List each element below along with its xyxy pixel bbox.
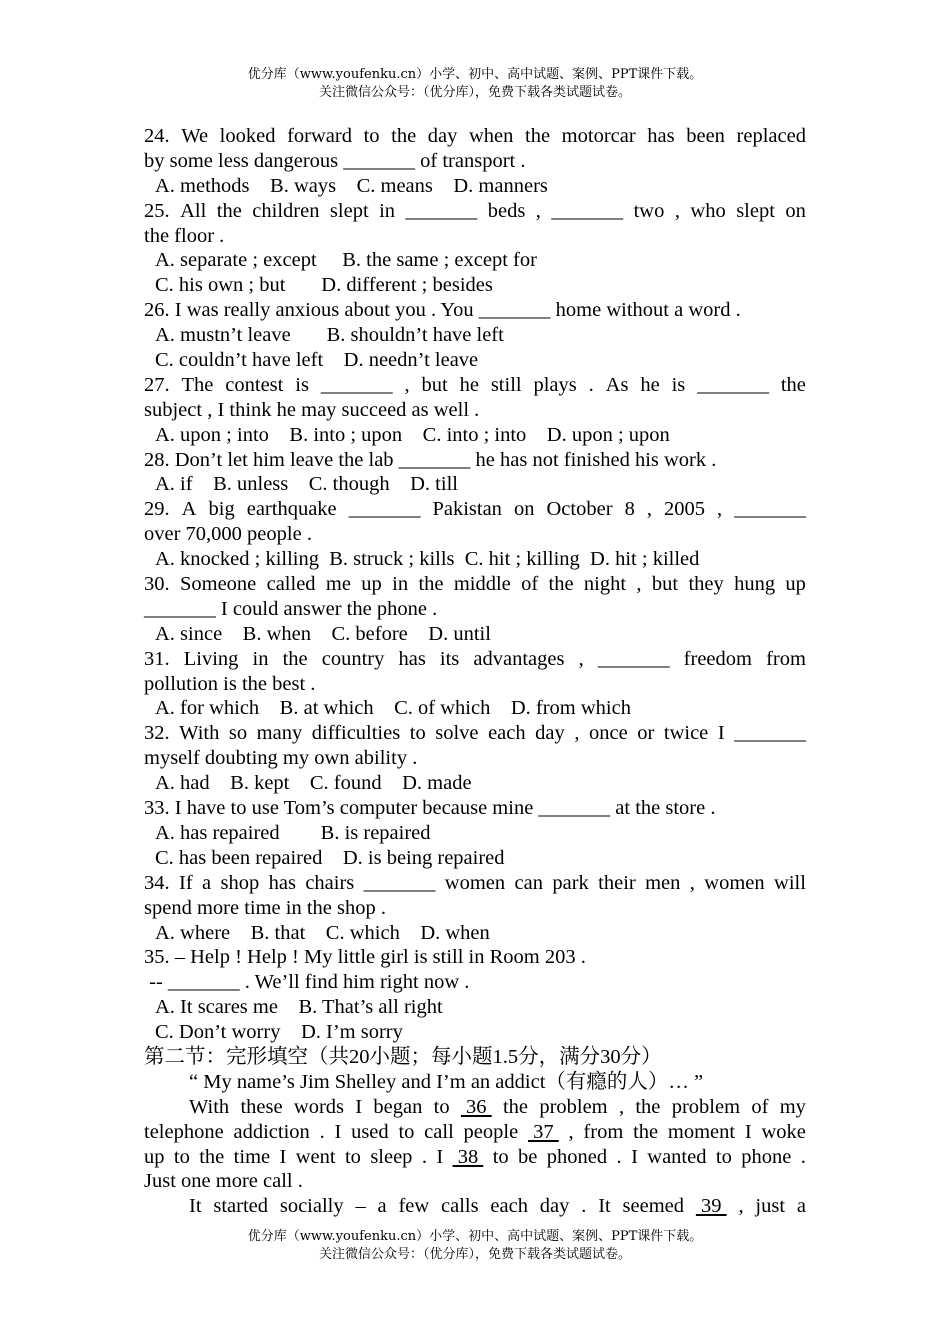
word: , (574, 722, 580, 745)
word: 8 (624, 498, 635, 521)
word: to (715, 1145, 732, 1168)
word: 25. (144, 199, 170, 222)
word: plays (533, 373, 577, 396)
word: , (738, 1195, 744, 1218)
q26-options-cd: C. couldn’t have left D. needn’t leave (155, 349, 479, 372)
word: started (213, 1195, 269, 1218)
passage-p1-line-1 (144, 1095, 806, 1120)
word: replaced (736, 125, 806, 147)
word: _______ (734, 722, 806, 745)
q25-options-ab: A. separate ; except B. the same ; except for (155, 249, 537, 272)
word: chairs (305, 871, 355, 894)
word: words (293, 1095, 344, 1118)
exam-content (144, 124, 806, 1219)
word: , (578, 647, 584, 670)
word: It (598, 1195, 611, 1218)
word: from (583, 1120, 624, 1143)
word: the (418, 573, 444, 596)
word: shop (220, 871, 260, 894)
word: these (240, 1095, 283, 1118)
word: _______ (405, 199, 478, 222)
q30-line-2: _______ I could answer the phone . (144, 597, 438, 620)
q32-options: A. had B. kept C. found D. made (155, 772, 472, 795)
word: its (439, 647, 460, 670)
word: used (351, 1120, 389, 1143)
word: difficulties (311, 722, 401, 745)
word: is (295, 373, 309, 396)
word: slept (736, 199, 775, 222)
word: or (637, 722, 655, 745)
word: the (635, 1095, 661, 1118)
q31-line-2: pollution is the best . (144, 672, 316, 695)
word: We (181, 125, 209, 147)
word: With (179, 722, 220, 745)
word: All (180, 199, 207, 222)
passage-quote: “ My name’s Jim Shelley and I’m an addict（有瘾的人）… ” (189, 1070, 704, 1093)
word: , (689, 871, 695, 894)
word: in (379, 199, 396, 222)
word: forward (287, 125, 352, 147)
word: up (785, 573, 806, 596)
q24-line-1 (144, 124, 806, 149)
q35-options-cd: C. Don’t worry D. I’m sorry (155, 1021, 403, 1044)
word: so (228, 722, 248, 745)
word: park (552, 871, 589, 894)
word: the (780, 373, 806, 396)
word: the (525, 125, 551, 147)
word: sleep (370, 1145, 413, 1168)
word: _______ (597, 647, 670, 670)
word: As (605, 373, 629, 396)
word: each (490, 1195, 528, 1218)
q29-line-2: over 70,000 people . (144, 523, 312, 546)
section-2-title: 第二节：完形填空（共20小题；每小题1.5分，满分30分） (144, 1045, 662, 1068)
word: has (647, 125, 675, 147)
word: up (361, 573, 382, 596)
word: calls (441, 1195, 479, 1218)
word: few (398, 1195, 430, 1218)
blank-37: 37 (527, 1120, 559, 1143)
word: freedom (683, 647, 752, 670)
word: call (424, 1120, 454, 1143)
q30-line-1 (144, 572, 806, 597)
word: _______ (320, 373, 393, 396)
word: . (581, 1195, 587, 1218)
word: to (409, 722, 426, 745)
word: socially (279, 1195, 344, 1218)
word: a (796, 1195, 806, 1218)
word: to (398, 1120, 415, 1143)
word: – (355, 1195, 366, 1218)
q31-options: A. for which B. at which C. of which D. from which (155, 697, 631, 720)
word: middle (453, 573, 511, 596)
word: my (779, 1095, 806, 1118)
word: . (588, 373, 594, 396)
word: just (755, 1195, 786, 1218)
word: _______ (348, 498, 421, 521)
word: began (373, 1095, 423, 1118)
word: , (636, 573, 642, 596)
word: been (686, 125, 725, 147)
word: motorcar (561, 125, 636, 147)
word: slept (329, 199, 369, 222)
word: to (492, 1145, 509, 1168)
word: telephone (144, 1120, 224, 1143)
word: _______ (697, 373, 769, 396)
word: contest (225, 373, 284, 396)
q28-line-1: 28. Don’t let him leave the lab _______ he has not finished his work . (144, 448, 717, 471)
word: the (548, 573, 574, 596)
word: big (208, 498, 235, 521)
word: A (181, 498, 197, 521)
word: _______ (551, 199, 624, 222)
word: 29. (144, 498, 170, 521)
word: _______ (734, 498, 806, 521)
word: I (744, 1120, 752, 1143)
word: If (179, 871, 193, 894)
word: day (539, 1195, 570, 1218)
word: but (651, 573, 679, 596)
word: can (514, 871, 543, 894)
passage-p1-line-2 (144, 1120, 806, 1145)
q35-options-ab: A. It scares me B. That’s all right (155, 996, 443, 1019)
word: phone (741, 1145, 792, 1168)
word: went (295, 1145, 336, 1168)
word: , (674, 199, 680, 222)
word: children (252, 199, 320, 222)
word: The (181, 373, 214, 396)
word: Pakistan (432, 498, 502, 521)
word: day (427, 125, 458, 147)
word: people (463, 1120, 519, 1143)
word: 34. (144, 871, 170, 894)
q35-line-1: 35. – Help ! Help ! My little girl is still in Room 203 . (144, 946, 586, 969)
word: on (785, 199, 806, 222)
word: country (321, 647, 385, 670)
word: phoned (546, 1145, 608, 1168)
q27-options: A. upon ; into B. into ; upon C. into ; into D. upon ; upon (155, 423, 670, 446)
word: still (490, 373, 522, 396)
q24-options: A. methods B. ways C. means D. manners (155, 174, 548, 197)
q28-options: A. if B. unless C. though D. till (155, 473, 458, 496)
word: me (325, 573, 351, 596)
word: problem (671, 1095, 741, 1118)
word: to (363, 125, 380, 147)
word: It (189, 1195, 202, 1218)
word: , (646, 498, 652, 521)
word: many (256, 722, 303, 745)
word: , (535, 199, 541, 222)
blank-39: 39 (695, 1195, 727, 1218)
word: beds (487, 199, 526, 222)
word: I (355, 1095, 363, 1118)
word: . (319, 1120, 325, 1143)
word: 30. (144, 573, 170, 596)
word: 31. (144, 647, 170, 670)
q25-line-1 (144, 199, 806, 224)
q26-options-ab: A. mustn’t leave B. shouldn’t have left (155, 324, 504, 347)
page-footer (0, 1228, 950, 1264)
q29-options: A. knocked ; killing B. struck ; kills C. hit ; killing D. hit ; killed (155, 548, 700, 571)
word: the (391, 125, 417, 147)
q25-options-cd: C. his own ; but D. different ; besides (155, 274, 493, 297)
q30-options: A. since B. when C. before D. until (155, 622, 491, 645)
word: they (688, 573, 724, 596)
word: I (717, 722, 725, 745)
word: , (568, 1120, 574, 1143)
word: _______ (363, 871, 436, 894)
q27-line-2: subject , I think he may succeed as well . (144, 398, 480, 421)
q35-line-2: -- _______ . We’ll find him right now . (144, 971, 470, 994)
word: woke (761, 1120, 806, 1143)
word: I (631, 1145, 638, 1168)
header-line-1: 优分库（www.youfenku.cn）小学、初中、高中试题、案例、PPT课件下载。 (247, 67, 703, 82)
word: . (800, 1145, 806, 1168)
word: , (404, 373, 410, 396)
word: from (766, 647, 806, 670)
blank-36: 36 (460, 1095, 492, 1118)
word: I (436, 1145, 444, 1168)
word: October (546, 498, 613, 521)
word: he (640, 373, 660, 396)
word: day (535, 722, 565, 745)
word: the (502, 1095, 529, 1118)
word: I (334, 1120, 342, 1143)
word: women (704, 871, 765, 894)
word: on (513, 498, 535, 521)
word: but (421, 373, 448, 396)
passage-p2-line-1 (144, 1194, 806, 1219)
q26-line-1: 26. I was really anxious about you . You _______ home without a word . (144, 299, 741, 322)
passage-p1-line-4: Just one more call . (144, 1170, 303, 1193)
word: who (690, 199, 726, 222)
word: , (618, 1095, 625, 1118)
word: in (392, 573, 409, 596)
word: is (671, 373, 686, 396)
word: solve (435, 722, 479, 745)
word: the (216, 199, 242, 222)
word: has (268, 871, 296, 894)
word: two (633, 199, 665, 222)
word: , (717, 498, 723, 521)
word: 2005 (664, 498, 705, 521)
word: With (189, 1095, 230, 1118)
word: . (616, 1145, 622, 1168)
q34-line-2: spend more time in the shop . (144, 896, 386, 919)
q33-options-ab: A. has repaired B. is repaired (155, 821, 431, 844)
word: 27. (144, 373, 170, 396)
q32-line-2: myself doubting my own ability . (144, 747, 418, 770)
word: addiction (233, 1120, 310, 1143)
word: time (233, 1145, 271, 1168)
word: to (433, 1095, 450, 1118)
word: to (173, 1145, 190, 1168)
q29-line-1 (144, 497, 806, 522)
q34-options: A. where B. that C. which D. when (155, 921, 490, 944)
q33-options-cd: C. has been repaired D. is being repaired (155, 846, 505, 869)
word: looked (219, 125, 276, 147)
q33-line-1: 33. I have to use Tom’s computer because mine _______ at the store . (144, 797, 716, 820)
word: will (774, 871, 806, 894)
q34-line-1 (144, 871, 806, 896)
page-header (0, 66, 950, 102)
word: up (144, 1145, 165, 1168)
word: problem (539, 1095, 608, 1118)
word: night (583, 573, 627, 596)
word: their (598, 871, 636, 894)
word: a (377, 1195, 387, 1218)
word: 24. (144, 125, 170, 147)
word: the (633, 1120, 659, 1143)
word: the (199, 1145, 225, 1168)
word: each (488, 722, 526, 745)
word: I (279, 1145, 287, 1168)
q32-line-1 (144, 721, 806, 746)
footer-line-1: 优分库（www.youfenku.cn）小学、初中、高中试题、案例、PPT课件下载。 (247, 1229, 703, 1244)
word: Living (183, 647, 239, 670)
q31-line-1 (144, 647, 806, 672)
word: called (266, 573, 316, 596)
word: a (202, 871, 212, 894)
word: twice (663, 722, 709, 745)
q25-line-2: the floor . (144, 224, 225, 247)
word: of (521, 573, 539, 596)
word: hung (734, 573, 776, 596)
word: seemed (622, 1195, 685, 1218)
word: to (344, 1145, 361, 1168)
word: . (421, 1145, 427, 1168)
q27-line-1 (144, 373, 806, 398)
word: earthquake (246, 498, 337, 521)
word: once (589, 722, 628, 745)
word: wanted (647, 1145, 707, 1168)
word: Someone (179, 573, 257, 596)
word: of (751, 1095, 769, 1118)
word: the (282, 647, 308, 670)
passage-p1-line-3 (144, 1145, 806, 1170)
word: moment (667, 1120, 736, 1143)
word: men (645, 871, 681, 894)
word: 32. (144, 722, 170, 745)
word: be (518, 1145, 538, 1168)
word: he (459, 373, 479, 396)
footer-line-2: 关注微信公众号：（优分库），免费下载各类试题试卷。 (318, 1247, 631, 1262)
word: in (252, 647, 269, 670)
word: has (398, 647, 426, 670)
header-line-2: 关注微信公众号：（优分库），免费下载各类试题试卷。 (318, 85, 631, 100)
word: when (469, 125, 514, 147)
word: advantages (473, 647, 565, 670)
blank-38: 38 (452, 1145, 484, 1168)
word: women (444, 871, 506, 894)
q24-line-2: by some less dangerous _______ of transport . (144, 149, 526, 172)
